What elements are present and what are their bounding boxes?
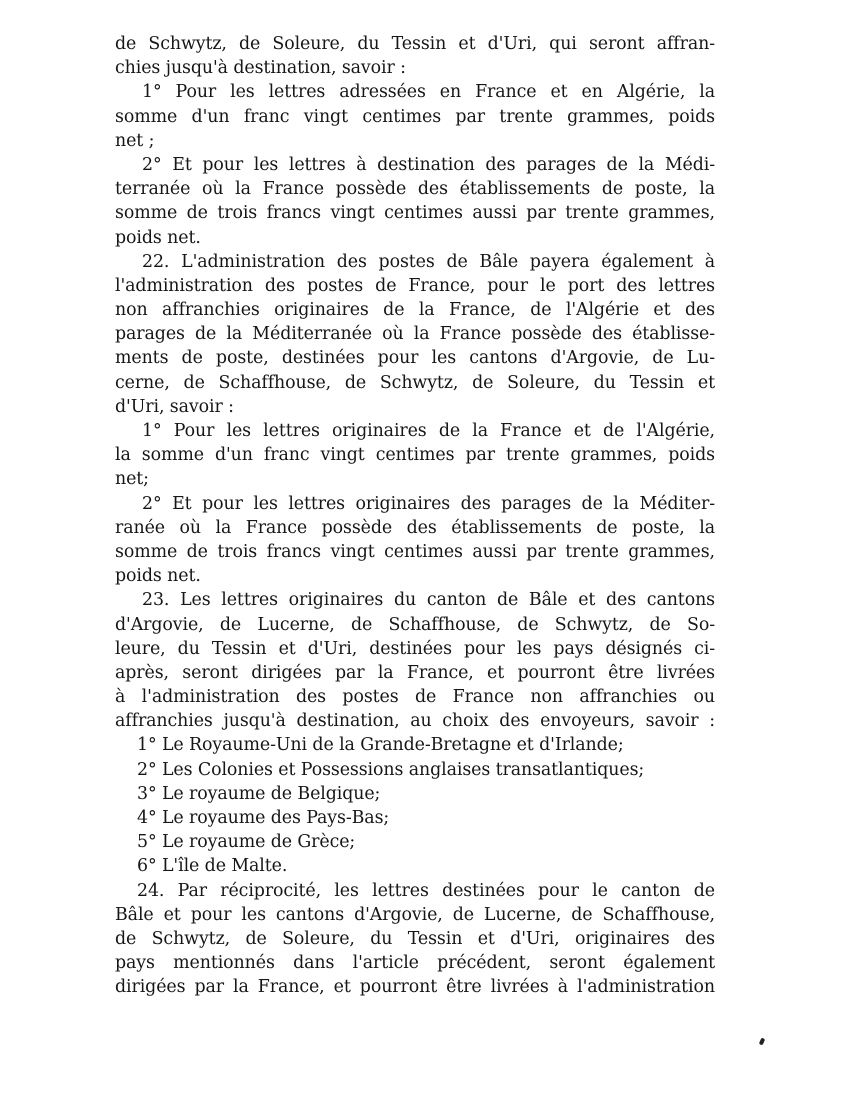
text-line: pays mentionnés dans l'article précédent, seront également xyxy=(115,953,715,974)
text-line: 1° Pour les lettres adressées en France et en Algérie, la xyxy=(142,82,715,103)
ink-speck xyxy=(759,1037,766,1045)
text-line: poids net. xyxy=(115,566,201,587)
text-line: parages de la Méditerranée où la France possède des établisse- xyxy=(115,324,715,345)
text-line: somme d'un franc vingt centimes par trente grammes, poids xyxy=(115,106,715,127)
text-line: 23. Les lettres originaires du canton de Bâle et des cantons xyxy=(142,590,715,611)
text-line: de Schwytz, de Soleure, du Tessin et d'Uri, originaires des xyxy=(115,928,715,949)
text-line: 24. Par réciprocité, les lettres destinées pour le canton de xyxy=(137,880,715,901)
text-line: somme de trois francs vingt centimes aussi par trente grammes, xyxy=(115,541,715,562)
text-line: leure, du Tessin et d'Uri, destinées pour les pays désignés ci- xyxy=(115,638,715,659)
text-line: cerne, de Schaffhouse, de Schwytz, de Soleure, du Tessin et xyxy=(115,372,715,393)
text-line: d'Argovie, de Lucerne, de Schaffhouse, de Schwytz, de So- xyxy=(115,614,715,635)
list-item: 3° Le royaume de Belgique; xyxy=(137,783,381,804)
text-body xyxy=(115,32,715,1000)
text-line: Bâle et pour les cantons d'Argovie, de Lucerne, de Schaffhouse, xyxy=(115,904,715,925)
text-line: d'Uri, savoir : xyxy=(115,396,234,417)
text-line: non affranchies originaires de la France, de l'Algérie et des xyxy=(115,300,715,321)
list-item: 1° Le Royaume-Uni de la Grande-Bretagne et d'Irlande; xyxy=(137,735,624,756)
text-line: l'administration des postes de France, pour le port des lettres xyxy=(115,275,715,296)
text-line: poids net. xyxy=(115,227,201,248)
text-line: ranée où la France possède des établissements de poste, la xyxy=(115,517,715,538)
text-line: net; xyxy=(115,469,149,490)
text-line: ments de poste, destinées pour les cantons d'Argovie, de Lu- xyxy=(115,348,715,369)
text-line: net ; xyxy=(115,130,155,151)
text-line: 2° Et pour les lettres originaires des parages de la Méditer- xyxy=(142,493,715,514)
list-item: 5° Le royaume de Grèce; xyxy=(137,832,356,853)
list-item: 4° Le royaume des Pays-Bas; xyxy=(137,808,390,828)
text-line: dirigées par la France, et pourront être livrées à l'administration xyxy=(115,977,715,998)
text-line: terranée où la France possède des établissements de poste, la xyxy=(115,179,715,200)
text-line: à l'administration des postes de France non affranchies ou xyxy=(115,687,715,708)
list-item: 6° L'île de Malte. xyxy=(137,856,288,877)
text-line: 22. L'administration des postes de Bâle payera également à xyxy=(142,251,715,272)
text-line: affranchies jusqu'à destination, au choix des envoyeurs, savoir : xyxy=(115,711,715,732)
text-line: la somme d'un franc vingt centimes par trente grammes, poids xyxy=(115,445,715,466)
text-line: 1° Pour les lettres originaires de la France et de l'Algérie, xyxy=(142,421,715,441)
text-line: somme de trois francs vingt centimes aussi par trente grammes, xyxy=(115,203,715,224)
list-item: 2° Les Colonies et Possessions anglaises transatlantiques; xyxy=(137,759,645,780)
text-line: après, seront dirigées par la France, et pourront être livrées xyxy=(115,662,715,683)
text-line: de Schwytz, de Soleure, du Tessin et d'Uri, qui seront affran- xyxy=(115,34,715,54)
text-line: chies jusqu'à destination, savoir : xyxy=(115,58,406,79)
text-line: 2° Et pour les lettres à destination des parages de la Médi- xyxy=(142,154,715,175)
